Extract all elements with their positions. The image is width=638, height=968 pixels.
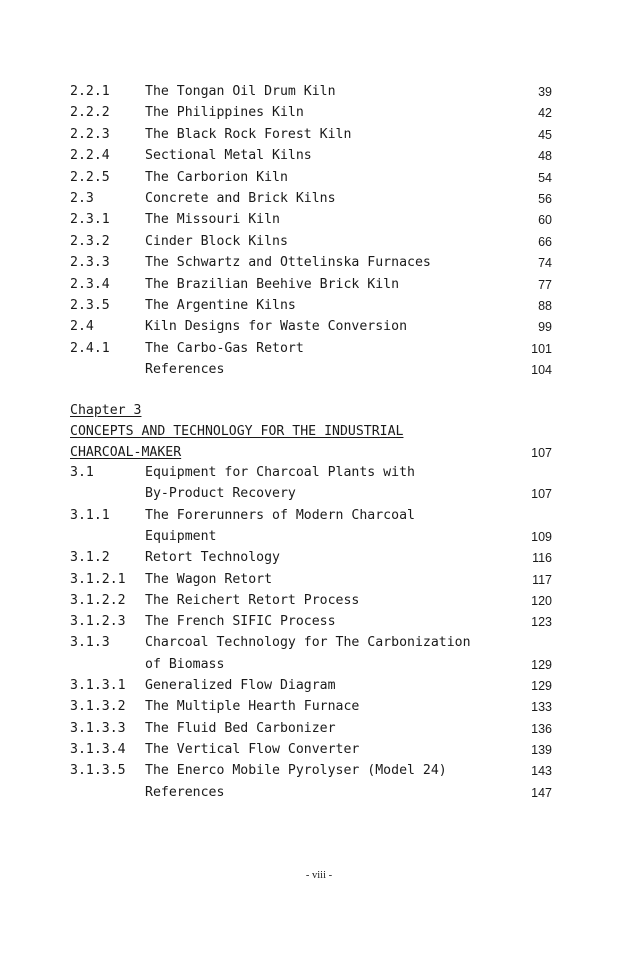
toc-entry-number: 3.1.2.1 [70, 571, 126, 587]
toc-entry-title: By-Product Recovery [145, 486, 296, 502]
toc-entry-title: The Multiple Hearth Furnace [145, 699, 360, 715]
toc-entry [0, 232, 638, 252]
toc-entry-number: 3.1.3.5 [70, 763, 126, 779]
toc-entry-title: The Brazilian Beehive Brick Kiln [145, 276, 400, 292]
toc-entry-number: 2.3.3 [70, 255, 110, 271]
toc-entry-title: Generalized Flow Diagram [145, 678, 336, 693]
toc-entry-title: References [145, 784, 225, 800]
toc-entry-title: The Schwartz and Ottelinska Furnaces [145, 255, 431, 271]
toc-entry-page: 39 [538, 85, 552, 99]
chapter-label: Chapter 3 [70, 403, 142, 418]
toc-entry-title: The Missouri Kiln [145, 212, 280, 228]
toc-entry-title: The French SIFIC Process [145, 614, 336, 630]
toc-entry [0, 612, 638, 632]
toc-entry-page: 117 [532, 572, 552, 587]
toc-entry-number: 2.3.1 [70, 212, 110, 228]
toc-entry-title: The Wagon Retort [145, 571, 273, 587]
toc-entry-title: Concrete and Brick Kilns [145, 191, 336, 206]
toc-entry-number: 2.2.1 [70, 84, 110, 99]
toc-entry-title: The Carborion Kiln [145, 169, 288, 185]
toc-entry-title: The Argentine Kilns [145, 298, 296, 313]
toc-entry-page: 42 [538, 106, 552, 121]
toc-entry-title: The Philippines Kiln [145, 105, 304, 121]
toc-entry-title: Retort Technology [145, 550, 280, 566]
toc-entry [0, 655, 638, 675]
toc-entry [0, 633, 638, 653]
toc-entry-number: 2.3.5 [70, 298, 110, 313]
toc-entry-title: Equipment for Charcoal Plants with [145, 465, 415, 480]
toc-entry-page: 99 [538, 320, 552, 335]
toc-entry-title: The Reichert Retort Process [145, 592, 360, 608]
toc-entry-number: 2.3.4 [70, 276, 110, 292]
toc-entry [0, 463, 638, 483]
toc-entry-page: 54 [538, 170, 552, 185]
chapter-title-line-2: CHARCOAL-MAKER [70, 445, 182, 460]
toc-entry [0, 548, 638, 568]
chapter-page-number: 107 [531, 446, 552, 460]
toc-entry-page: 48 [538, 149, 552, 164]
toc-entry-page: 147 [531, 785, 552, 800]
toc-entry-page: 143 [531, 764, 552, 779]
toc-entry [0, 719, 638, 739]
toc-entry [0, 484, 638, 504]
toc-entry-number: 3.1.1 [70, 507, 110, 523]
toc-entry-number: 2.2.3 [70, 126, 110, 142]
toc-entry [0, 783, 638, 803]
toc-entry-title: of Biomass [145, 656, 225, 672]
toc-entry [0, 697, 638, 717]
toc-entry [0, 527, 638, 547]
toc-entry-title: Equipment [145, 528, 217, 544]
toc-entry-number: 3.1.2.2 [70, 592, 126, 608]
toc-entry [0, 275, 638, 295]
toc-entry-number: 3.1.2 [70, 550, 110, 566]
toc-entry [0, 676, 638, 696]
toc-entry-page: 107 [531, 487, 552, 502]
toc-entry-page: 56 [538, 192, 552, 206]
toc-entry-page: 133 [531, 700, 552, 715]
toc-entry-number: 3.1.3.3 [70, 720, 126, 736]
toc-entry-title: The Fluid Bed Carbonizer [145, 720, 336, 736]
toc-entry [0, 360, 638, 380]
toc-entry-page: 116 [532, 551, 552, 566]
toc-entry [0, 740, 638, 760]
toc-entry-number: 2.2.2 [70, 105, 110, 121]
toc-entry-page: 120 [531, 593, 552, 608]
toc-entry-page: 60 [538, 213, 552, 228]
toc-entry-number: 3.1.3.1 [70, 678, 126, 693]
toc-entry-number: 2.2.5 [70, 169, 110, 185]
toc-entry-title: The Carbo-Gas Retort [145, 340, 304, 356]
toc-entry [0, 506, 638, 526]
toc-entry [0, 761, 638, 781]
toc-entry-page: 129 [531, 657, 552, 672]
toc-entry [0, 591, 638, 611]
toc-entry-number: 2.4 [70, 319, 94, 335]
toc-entry-page: 101 [531, 341, 552, 356]
toc-entry [0, 296, 638, 316]
toc-entry-number: 3.1.3.2 [70, 699, 126, 715]
toc-entry-page: 104 [531, 363, 552, 378]
toc-entry [0, 168, 638, 188]
toc-entry-title: The Enerco Mobile Pyrolyser (Model 24) [145, 763, 447, 779]
toc-entry-page: 77 [538, 277, 552, 292]
toc-entry-title: The Black Rock Forest Kiln [145, 126, 352, 142]
toc-entry-number: 3.1.2.3 [70, 614, 126, 630]
toc-entry-number: 3.1 [70, 465, 94, 480]
toc-entry [0, 103, 638, 123]
toc-entry-page: 139 [531, 742, 552, 757]
toc-entry-number: 2.3.2 [70, 233, 110, 249]
toc-entry-page: 109 [531, 529, 552, 544]
chapter-title-line-1: CONCEPTS AND TECHNOLOGY FOR THE INDUSTRIAL [70, 424, 404, 439]
toc-entry-page: 88 [538, 299, 552, 313]
toc-entry-number: 2.3 [70, 191, 94, 206]
toc-entry-number: 3.1.3 [70, 635, 110, 651]
toc-entry-title: Kiln Designs for Waste Conversion [145, 319, 408, 335]
toc-entry [0, 82, 638, 102]
toc-entry [0, 189, 638, 209]
toc-entry [0, 125, 638, 145]
toc-entry [0, 317, 638, 337]
toc-entry-page: 74 [538, 256, 552, 271]
toc-entry-title: Cinder Block Kilns [145, 233, 288, 249]
chapter-title-row [0, 443, 638, 463]
toc-entry-number: 3.1.3.4 [70, 741, 126, 757]
toc-entry-title: The Forerunners of Modern Charcoal [145, 507, 415, 523]
toc-entry [0, 146, 638, 166]
toc-entry-title: The Tongan Oil Drum Kiln [145, 84, 336, 99]
toc-entry [0, 570, 638, 590]
toc-entry-number: 2.2.4 [70, 148, 110, 164]
toc-entry [0, 339, 638, 359]
toc-entry-title: Charcoal Technology for The Carbonization [145, 635, 471, 651]
toc-entry-title: Sectional Metal Kilns [145, 148, 312, 164]
toc-entry-title: References [145, 362, 225, 378]
toc-entry [0, 210, 638, 230]
toc-entry-page: 129 [531, 679, 552, 693]
toc-entry [0, 253, 638, 273]
toc-entry-title: The Vertical Flow Converter [145, 741, 360, 757]
toc-entry-page: 123 [531, 615, 552, 630]
toc-entry-page: 136 [531, 721, 552, 736]
page-footer-number: - viii - [305, 870, 333, 881]
toc-entry-page: 45 [538, 127, 552, 142]
toc-entry-number: 2.4.1 [70, 340, 110, 356]
toc-entry-page: 66 [538, 234, 552, 249]
